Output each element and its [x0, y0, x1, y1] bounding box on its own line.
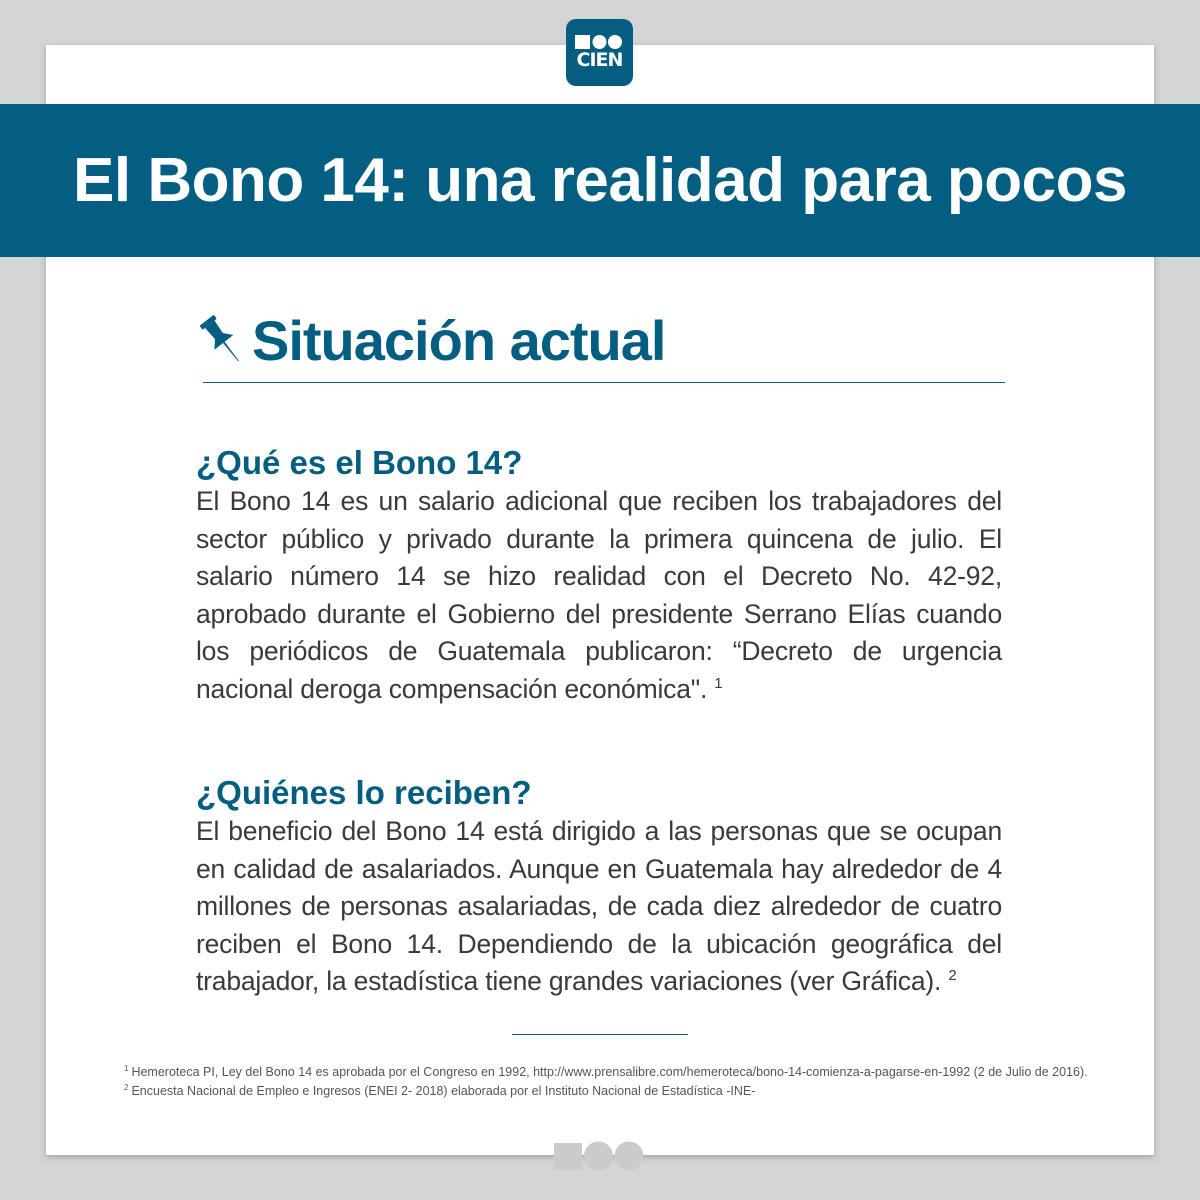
footnote-text: Hemeroteca PI, Ley del Bono 14 es aprobada por el Congreso en 1992, http://www.prensalibre.com/hemeroteca/bono-14-comienza-a-pagarse-en-1992 (2 de Julio de 2016). [131, 1065, 1088, 1079]
cien-square-circles-mark-icon [575, 34, 625, 50]
pushpin-icon [200, 311, 244, 369]
section-header [200, 305, 665, 375]
block-quienes [196, 773, 1002, 1001]
footnote-item [124, 1063, 1124, 1082]
block-heading: ¿Quiénes lo reciben? [196, 774, 532, 811]
footnote-ref: 2 [948, 967, 957, 985]
footnote-text: Encuesta Nacional de Empleo e Ingresos (ENEI 2- 2018) elaborada por el Instituto Nacional de Estadística -INE- [131, 1084, 756, 1098]
block-body [196, 483, 1002, 709]
section-title: Situación actual [252, 308, 666, 372]
cien-square-circles-mark-icon [554, 1140, 646, 1172]
footnote-number: 2 [124, 1082, 129, 1092]
footnote-divider [512, 1034, 688, 1035]
block-que-es [196, 443, 1002, 709]
block-heading: ¿Qué es el Bono 14? [196, 444, 523, 481]
title-banner [0, 104, 1200, 257]
footnotes [124, 1063, 1124, 1101]
cien-logo [566, 19, 633, 86]
page-title: El Bono 14: una realidad para pocos [73, 146, 1127, 215]
section-divider [203, 382, 1005, 383]
footnote-number: 1 [124, 1063, 129, 1073]
logo-text: CIEN [576, 49, 623, 71]
block-body [196, 813, 1002, 1001]
footnote-ref: 1 [714, 675, 723, 693]
block-body-text: El Bono 14 es un salario adicional que reciben los trabajadores del sector público y privado durante la primera quincena de julio. El salario número 14 se hizo realidad con el Decreto No. 42-92, aprobado durante el Gobierno del presidente Serrano Elías cuando los periódicos de Guatemala publicaron: “Decreto de urgencia nacional deroga compensación económica". [196, 486, 1002, 704]
block-body-text: El beneficio del Bono 14 está dirigido a las personas que se ocupan en calidad de asalariados. Aunque en Guatemala hay alrededor de 4 millones de personas asalariadas, de cada diez alrededor de cuatro reciben el Bono 14. Dependiendo de la ubicación geográfica del trabajador, la estadística tiene grandes variaciones (ver Gráfica). [196, 816, 1002, 997]
footnote-item [124, 1082, 1124, 1101]
